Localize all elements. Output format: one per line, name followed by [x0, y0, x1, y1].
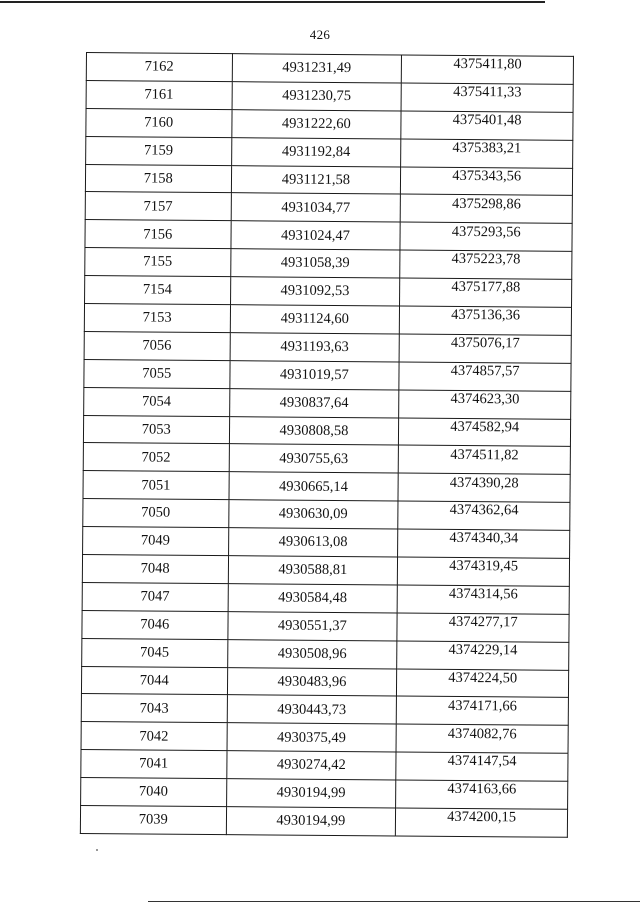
y-coordinate-cell	[397, 613, 569, 642]
x-coordinate-cell: 4930837,64	[229, 388, 399, 417]
point-number-cell: 7044	[81, 666, 227, 695]
point-number-cell: 7048	[82, 555, 228, 584]
y-coordinate-cell	[401, 139, 573, 168]
y-coordinate-cell	[399, 362, 571, 391]
y-coordinate-cell	[397, 641, 569, 670]
y-coordinate-cell	[401, 83, 573, 112]
y-coordinate-value: 4374582,94	[450, 418, 520, 436]
point-number-cell: 7158	[85, 164, 231, 193]
x-coordinate-cell: 4930588,81	[228, 556, 398, 585]
point-number-cell: 7043	[81, 694, 227, 723]
table-row	[84, 304, 571, 336]
table-row	[81, 694, 568, 726]
point-number-cell: 7159	[86, 136, 232, 165]
x-coordinate-cell: 4930613,08	[228, 528, 398, 557]
y-coordinate-cell	[401, 111, 573, 140]
point-number-cell: 7045	[82, 638, 228, 667]
x-coordinate-cell: 4930194,99	[226, 779, 396, 808]
x-coordinate-cell: 4931222,60	[231, 109, 401, 138]
y-coordinate-value: 4374200,15	[447, 809, 517, 826]
table-row	[84, 359, 571, 391]
y-coordinate-value: 4374171,66	[448, 697, 518, 715]
y-coordinate-value: 4375298,86	[451, 195, 521, 213]
y-coordinate-value: 4375401,48	[452, 111, 522, 129]
y-coordinate-value: 4375293,56	[451, 223, 521, 240]
y-coordinate-value: 4375383,21	[452, 139, 522, 157]
table-row	[82, 582, 569, 614]
point-number-cell: 7051	[83, 471, 229, 500]
x-coordinate-cell: 4930443,73	[227, 695, 397, 724]
y-coordinate-value: 4375343,56	[452, 167, 522, 185]
y-coordinate-cell	[400, 278, 572, 307]
point-number-cell: 7039	[80, 806, 226, 835]
x-coordinate-cell: 4931193,63	[230, 333, 400, 362]
point-number-cell: 7156	[85, 220, 231, 249]
y-coordinate-cell	[400, 306, 572, 335]
table-row	[84, 387, 571, 419]
y-coordinate-value: 4374224,50	[448, 669, 518, 687]
point-number-cell: 7055	[84, 359, 230, 388]
x-coordinate-cell: 4931058,39	[230, 249, 400, 278]
y-coordinate-cell	[398, 445, 570, 474]
y-coordinate-cell	[398, 529, 570, 558]
table-row	[86, 53, 573, 85]
y-coordinate-value: 4374163,66	[447, 781, 517, 798]
point-number-cell: 7153	[84, 304, 230, 333]
y-coordinate-cell	[399, 334, 571, 363]
x-coordinate-cell: 4930630,09	[228, 500, 398, 529]
table-row	[82, 555, 569, 587]
table-row	[85, 192, 572, 224]
y-coordinate-value: 4374390,28	[449, 474, 519, 491]
x-coordinate-cell: 4931034,77	[231, 193, 401, 222]
y-coordinate-cell	[396, 724, 568, 753]
table-row	[82, 610, 569, 642]
y-coordinate-value: 4374362,64	[449, 502, 519, 519]
y-coordinate-cell	[397, 669, 569, 698]
point-number-cell: 7056	[84, 331, 230, 360]
x-coordinate-cell: 4930665,14	[229, 472, 399, 501]
bottom-page-border	[148, 901, 640, 902]
table-row	[80, 806, 567, 838]
y-coordinate-value: 4375076,17	[450, 334, 520, 352]
y-coordinate-cell	[400, 194, 572, 223]
point-number-cell: 7054	[84, 387, 230, 416]
y-coordinate-value: 4375177,88	[451, 279, 521, 296]
y-coordinate-cell	[397, 585, 569, 614]
table-row	[85, 248, 572, 280]
y-coordinate-cell	[396, 752, 568, 781]
x-coordinate-cell: 4931019,57	[229, 360, 399, 389]
x-coordinate-cell: 4930483,96	[227, 667, 397, 696]
point-number-cell: 7046	[82, 610, 228, 639]
table-row	[83, 527, 570, 559]
table-row	[81, 778, 568, 810]
x-coordinate-cell: 4930808,58	[229, 416, 399, 445]
x-coordinate-cell: 4930274,42	[226, 751, 396, 780]
x-coordinate-cell: 4931024,47	[230, 221, 400, 250]
y-coordinate-value: 4374319,45	[449, 558, 519, 575]
x-coordinate-cell: 4930755,63	[229, 444, 399, 473]
x-coordinate-cell: 4931231,49	[232, 54, 402, 83]
y-coordinate-cell	[396, 696, 568, 725]
table-row	[81, 722, 568, 754]
x-coordinate-cell: 4931230,75	[232, 82, 402, 111]
y-coordinate-cell	[401, 167, 573, 196]
table-row	[85, 220, 572, 252]
point-number-cell: 7160	[86, 108, 232, 137]
y-coordinate-value: 4375223,78	[451, 251, 521, 268]
x-coordinate-cell: 4931124,60	[230, 305, 400, 334]
top-page-border	[0, 1, 545, 3]
y-coordinate-cell	[396, 780, 568, 809]
point-number-cell: 7040	[81, 778, 227, 807]
table-row	[81, 750, 568, 782]
y-coordinate-cell	[398, 557, 570, 586]
table-row	[84, 331, 571, 363]
coordinates-table	[80, 52, 574, 838]
point-number-cell: 7041	[81, 750, 227, 779]
point-number-cell: 7161	[86, 80, 232, 109]
point-number-cell: 7042	[81, 722, 227, 751]
point-number-cell: 7047	[82, 582, 228, 611]
x-coordinate-cell: 4930375,49	[227, 723, 397, 752]
table-row	[83, 499, 570, 531]
y-coordinate-cell	[398, 501, 570, 530]
y-coordinate-value: 4374082,76	[447, 725, 517, 742]
y-coordinate-cell	[400, 222, 572, 251]
x-coordinate-cell: 4930551,37	[227, 611, 397, 640]
page-number: 426	[309, 27, 331, 42]
table-row	[86, 136, 573, 168]
y-coordinate-value: 4375411,33	[453, 83, 522, 101]
y-coordinate-value: 4374857,57	[450, 362, 520, 380]
table-row	[86, 108, 573, 140]
y-coordinate-value: 4375411,80	[453, 56, 522, 73]
table-row	[81, 666, 568, 698]
point-number-cell: 7162	[86, 53, 232, 82]
point-number-cell: 7157	[85, 192, 231, 221]
point-number-cell: 7053	[83, 415, 229, 444]
y-coordinate-value: 4374340,34	[449, 530, 519, 547]
table-row	[85, 276, 572, 308]
table-row	[86, 80, 573, 112]
y-coordinate-value: 4374147,54	[447, 753, 517, 770]
x-coordinate-cell: 4931121,58	[231, 165, 401, 194]
y-coordinate-value: 4374511,82	[450, 446, 519, 464]
coordinates-table-body	[80, 53, 573, 838]
point-number-cell: 7154	[85, 276, 231, 305]
y-coordinate-value: 4374623,30	[450, 390, 520, 408]
x-coordinate-cell: 4930584,48	[228, 584, 398, 613]
y-coordinate-value: 4375136,36	[451, 307, 521, 324]
y-coordinate-value: 4374277,17	[448, 613, 518, 631]
x-coordinate-cell: 4931192,84	[231, 137, 401, 166]
y-coordinate-cell	[402, 55, 574, 84]
table-row	[83, 443, 570, 475]
x-coordinate-cell: 4930194,99	[226, 807, 396, 836]
y-coordinate-cell	[399, 418, 571, 447]
y-coordinate-value: 4374314,56	[448, 585, 518, 603]
x-coordinate-cell: 4931092,53	[230, 277, 400, 306]
point-number-cell: 7052	[83, 443, 229, 472]
x-coordinate-cell: 4930508,96	[227, 639, 397, 668]
table-row	[85, 164, 572, 196]
y-coordinate-cell	[399, 390, 571, 419]
y-coordinate-cell	[398, 473, 570, 502]
table-row	[83, 415, 570, 447]
y-coordinate-cell	[400, 250, 572, 279]
scan-speck	[96, 849, 98, 851]
point-number-cell: 7049	[83, 527, 229, 556]
point-number-cell: 7050	[83, 499, 229, 528]
y-coordinate-value: 4374229,14	[448, 641, 518, 659]
table-row	[83, 471, 570, 503]
y-coordinate-cell	[396, 808, 568, 837]
point-number-cell: 7155	[85, 248, 231, 277]
table-row	[82, 638, 569, 670]
